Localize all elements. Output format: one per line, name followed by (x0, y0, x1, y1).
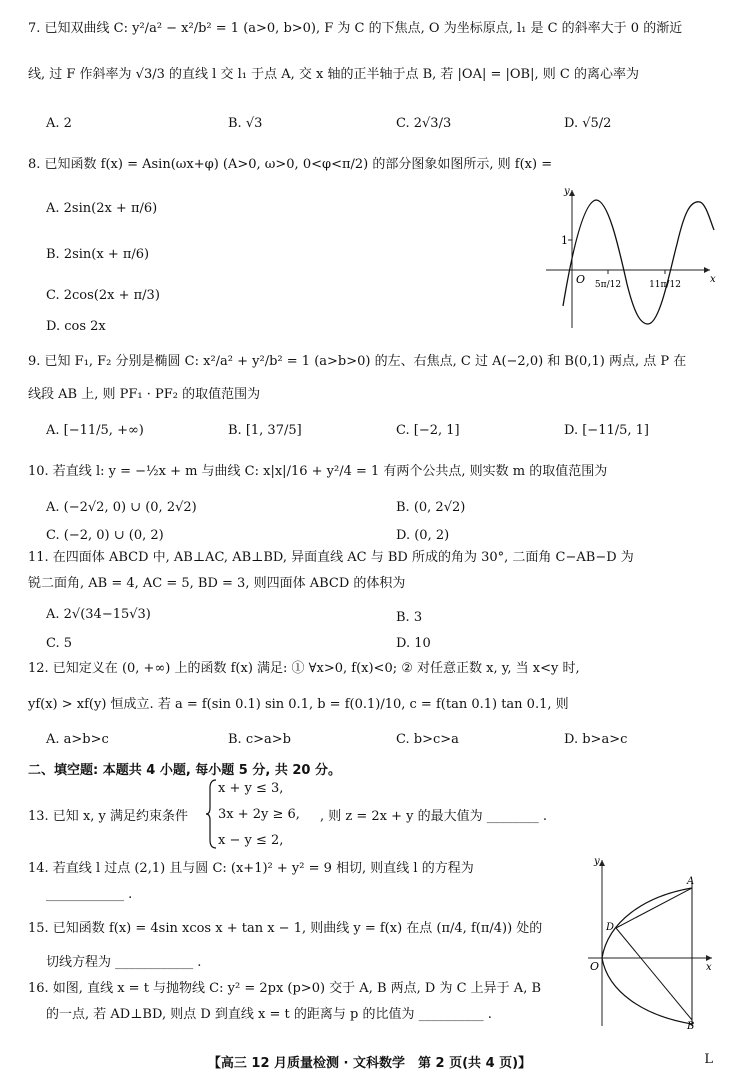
q10-stem: 10. 若直线 l: y = −½x + m 与曲线 C: x|x|/16 + y²/4 = 1 有两个公共点, 则实数 m 的取值范围为 (28, 464, 608, 479)
q11-stem-line2: 锐二面角, AB = 4, AC = 5, BD = 3, 则四面体 ABCD 的体积为 (28, 576, 406, 591)
q14-stem-line1: 14. 若直线 l 过点 (2,1) 且与圆 C: (x+1)² + y² = 9 相切, 则直线 l 的方程为 (28, 861, 474, 876)
parabola-point-b: B (687, 1021, 695, 1030)
q12-option-d: D. b>a>c (564, 732, 628, 747)
q13-constraint-1: x + y ≤ 3, (218, 781, 284, 796)
q11-option-a: A. 2√(34−15√3) (46, 607, 151, 622)
q12-option-b: B. c>a>b (228, 732, 291, 747)
parabola-y-label: y (594, 856, 600, 867)
q12-stem-line2: yf(x) > xf(y) 恒成立. 若 a = f(sin 0.1) sin 0.1, b = f(0.1)/10, c = f(tan 0.1) tan 0.1, 则 (28, 697, 569, 712)
q9-option-c: C. [−2, 1] (396, 423, 460, 438)
parabola-point-d: D (606, 922, 615, 933)
q10-option-b: B. (0, 2√2) (396, 500, 466, 515)
sine-graph-figure (540, 184, 720, 332)
q8-option-b: B. 2sin(x + π/6) (46, 247, 150, 262)
parabola-x-label: x (706, 962, 712, 973)
q12-option-c: C. b>c>a (396, 732, 459, 747)
q11-option-d: D. 10 (396, 636, 431, 651)
q12-stem-line1: 12. 已知定义在 (0, +∞) 上的函数 f(x) 满足: ① ∀x>0, f(x)<0; ② 对任意正数 x, y, 当 x<y 时, (28, 661, 580, 676)
q10-option-a: A. (−2√2, 0) ∪ (0, 2√2) (46, 500, 197, 515)
q7-option-a: A. 2 (46, 116, 72, 131)
q13-stem-prefix: 13. 已知 x, y 满足约束条件 (28, 809, 189, 824)
sine-graph-origin: O (576, 273, 586, 286)
section-2-heading: 二、填空题: 本题共 4 小题, 每小题 5 分, 共 20 分。 (28, 763, 341, 778)
q7-option-b: B. √3 (228, 116, 263, 131)
q10-option-d: D. (0, 2) (396, 528, 450, 543)
q13-stem-suffix: , 则 z = 2x + y 的最大值为 ________ . (320, 809, 548, 824)
q16-stem-line2: 的一点, 若 AD⊥BD, 则点 D 到直线 x = t 的距离与 p 的比值为 __________ . (46, 1007, 492, 1022)
q10-option-c: C. (−2, 0) ∪ (0, 2) (46, 528, 164, 543)
q16-stem-line1: 16. 如图, 直线 x = t 与抛物线 C: y² = 2px (p>0) 交于 A, B 两点, D 为 C 上异于 A, B (28, 981, 542, 996)
q8-stem: 8. 已知函数 f(x) = Asin(ωx+φ) (A>0, ω>0, 0<φ<π/2) 的部分图象如图所示, 则 f(x) = (28, 157, 553, 172)
sine-graph-tick-11pi-12: 11π/12 (649, 280, 681, 290)
q9-option-d: D. [−11/5, 1] (564, 423, 649, 438)
parabola-point-a: A (687, 876, 695, 887)
sine-graph-tick-1: 1 (561, 234, 568, 247)
q7-stem-line1: 7. 已知双曲线 C: y²/a² − x²/b² = 1 (a>0, b>0), F 为 C 的下焦点, O 为坐标原点, l₁ 是 C 的斜率大于 0 的渐近 (28, 21, 683, 36)
q13-constraint-3: x − y ≤ 2, (218, 833, 284, 848)
q9-option-b: B. [1, 37/5] (228, 423, 302, 438)
corner-mark: L (704, 1052, 713, 1067)
q11-stem-line1: 11. 在四面体 ABCD 中, AB⊥AC, AB⊥BD, 异面直线 AC 与 BD 所成的角为 30°, 二面角 C−AB−D 为 (28, 550, 634, 565)
q14-stem-line2: ____________ . (46, 887, 133, 902)
sine-graph-x-label: x (710, 274, 716, 285)
q15-stem-line1: 15. 已知函数 f(x) = 4sin xcos x + tan x − 1, 则曲线 y = f(x) 在点 (π/4, f(π/4)) 处的 (28, 921, 543, 936)
q9-stem-line2: 线段 AB 上, 则 PF₁ · PF₂ 的取值范围为 (28, 387, 261, 402)
q15-stem-line2: 切线方程为 ____________ . (46, 955, 202, 970)
q8-option-a: A. 2sin(2x + π/6) (46, 201, 158, 216)
q11-option-b: B. 3 (396, 610, 423, 625)
q7-option-d: D. √5/2 (564, 116, 612, 131)
q8-option-d: D. cos 2x (46, 319, 106, 334)
sine-graph-tick-5pi-12: 5π/12 (594, 280, 622, 290)
page-footer: 【高三 12 月质量检测 · 文科数学 第 2 页(共 4 页)】 (207, 1056, 532, 1071)
q7-stem-line2: 线, 过 F 作斜率为 √3/3 的直线 l 交 l₁ 于点 A, 交 x 轴的正半轴于点 B, 若 |OA| = |OB|, 则 C 的离心率为 (28, 67, 639, 82)
q8-option-c: C. 2cos(2x + π/3) (46, 288, 160, 303)
sine-graph-y-label: y (564, 186, 570, 197)
q13-brace (206, 778, 218, 850)
q9-stem-line1: 9. 已知 F₁, F₂ 分别是椭圆 C: x²/a² + y²/b² = 1 (a>b>0) 的左、右焦点, C 过 A(−2,0) 和 B(0,1) 两点, 点 P 在 (28, 354, 687, 369)
q7-option-c: C. 2√3/3 (396, 116, 452, 131)
q11-option-c: C. 5 (46, 636, 73, 651)
q12-option-a: A. a>b>c (46, 732, 109, 747)
q9-option-a: A. [−11/5, +∞) (46, 423, 144, 438)
parabola-origin: O (590, 960, 600, 973)
parabola-figure (584, 852, 718, 1030)
q13-constraint-2: 3x + 2y ≥ 6, (218, 807, 300, 822)
